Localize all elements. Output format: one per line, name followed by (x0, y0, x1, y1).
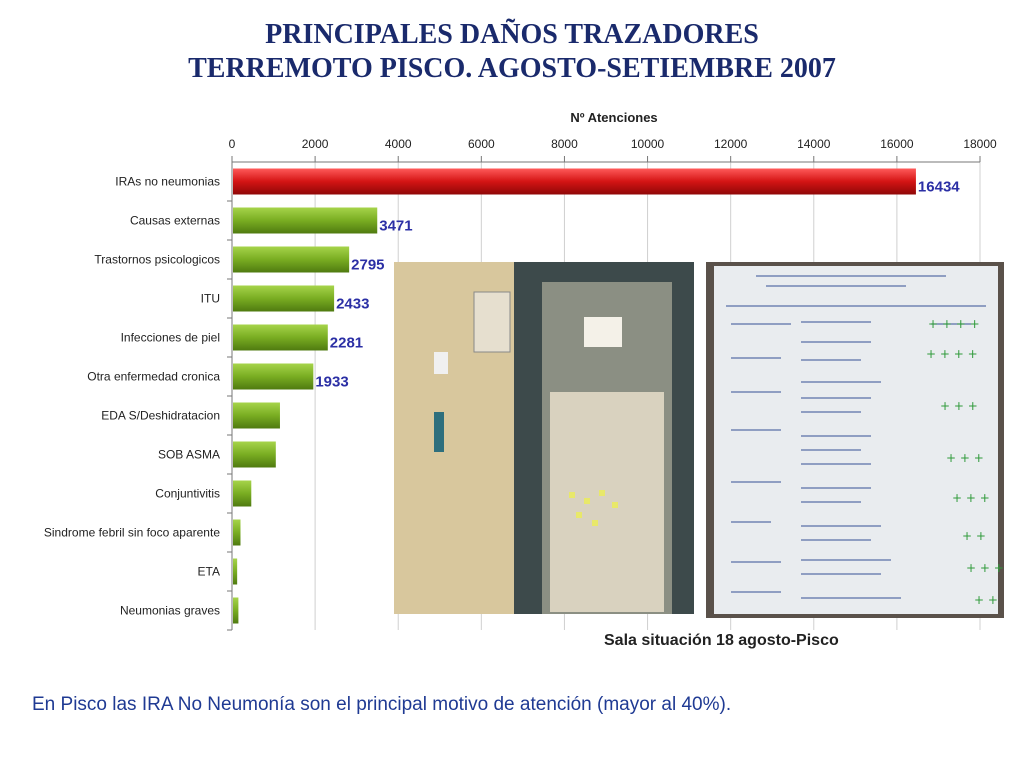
x-tick-label: 16000 (880, 137, 914, 151)
y-category-label: Otra enfermedad cronica (87, 369, 220, 384)
bar (233, 286, 334, 312)
bar (233, 520, 240, 546)
svg-text:+ + +: + + + (952, 491, 990, 505)
y-category-label: Sindrome febril sin foco aparente (43, 525, 220, 540)
y-category-label: Trastornos psicologicos (94, 252, 220, 267)
data-label: 1933 (315, 373, 349, 391)
title-line-2: TERREMOTO PISCO. AGOSTO-SETIEMBRE 2007 (188, 53, 836, 84)
bar (233, 442, 276, 468)
x-tick-label: 8000 (551, 137, 578, 151)
bar (233, 247, 349, 273)
bar (233, 481, 251, 507)
x-tick-label: 4000 (384, 137, 412, 151)
bar (233, 559, 237, 585)
title-line-1: PRINCIPALES DAÑOS TRAZADORES (265, 19, 759, 50)
svg-text:+ + +: + + + (940, 399, 978, 413)
data-label: 2281 (329, 334, 364, 352)
bar-highlight (233, 169, 916, 195)
data-label: 16434 (917, 178, 960, 196)
x-tick-label: 0 (228, 137, 236, 151)
bar (233, 325, 328, 351)
svg-text:+ + + +: + + + + (928, 317, 980, 331)
whiteboard-photo (706, 262, 1004, 618)
bar (233, 364, 313, 390)
situation-room-photo (394, 262, 694, 614)
bar (233, 598, 238, 624)
x-tick-label: 2000 (301, 137, 329, 151)
x-tick-label: 12000 (713, 137, 748, 151)
svg-text:+ +: + + (962, 529, 986, 543)
x-tick-label: 10000 (630, 137, 665, 151)
y-category-label: Infecciones de piel (120, 330, 220, 345)
svg-text:+ + + +: + + + + (926, 347, 978, 361)
x-tick-label: 18000 (963, 137, 997, 151)
svg-text:+ +: + + (974, 593, 998, 607)
svg-text:+ + +: + + + (946, 451, 984, 465)
bar (233, 208, 377, 234)
y-category-label: ETA (197, 564, 220, 579)
bar (233, 403, 280, 429)
y-category-label: Causas externas (129, 213, 220, 228)
y-category-label: Conjuntivitis (155, 486, 220, 501)
data-label: 3471 (379, 217, 413, 235)
x-tick-label: 6000 (467, 137, 495, 151)
y-category-label: IRAs no neumonias (115, 174, 220, 189)
footer-note: En Pisco las IRA No Neumonía son el principal motivo de atención (mayor al 40%). (32, 694, 732, 715)
x-axis-title: Nº Atenciones (570, 110, 658, 125)
data-label: 2433 (336, 295, 370, 313)
y-category-label: SOB ASMA (157, 447, 220, 462)
svg-text:+ + +: + + + (966, 561, 1004, 575)
y-category-label: EDA S/Deshidratacion (101, 408, 220, 423)
data-label: 2795 (351, 256, 385, 274)
y-category-label: ITU (200, 291, 220, 306)
x-tick-label: 14000 (797, 137, 831, 151)
y-category-label: Neumonias graves (119, 603, 220, 618)
photo-caption: Sala situación 18 agosto-Pisco (604, 632, 839, 649)
